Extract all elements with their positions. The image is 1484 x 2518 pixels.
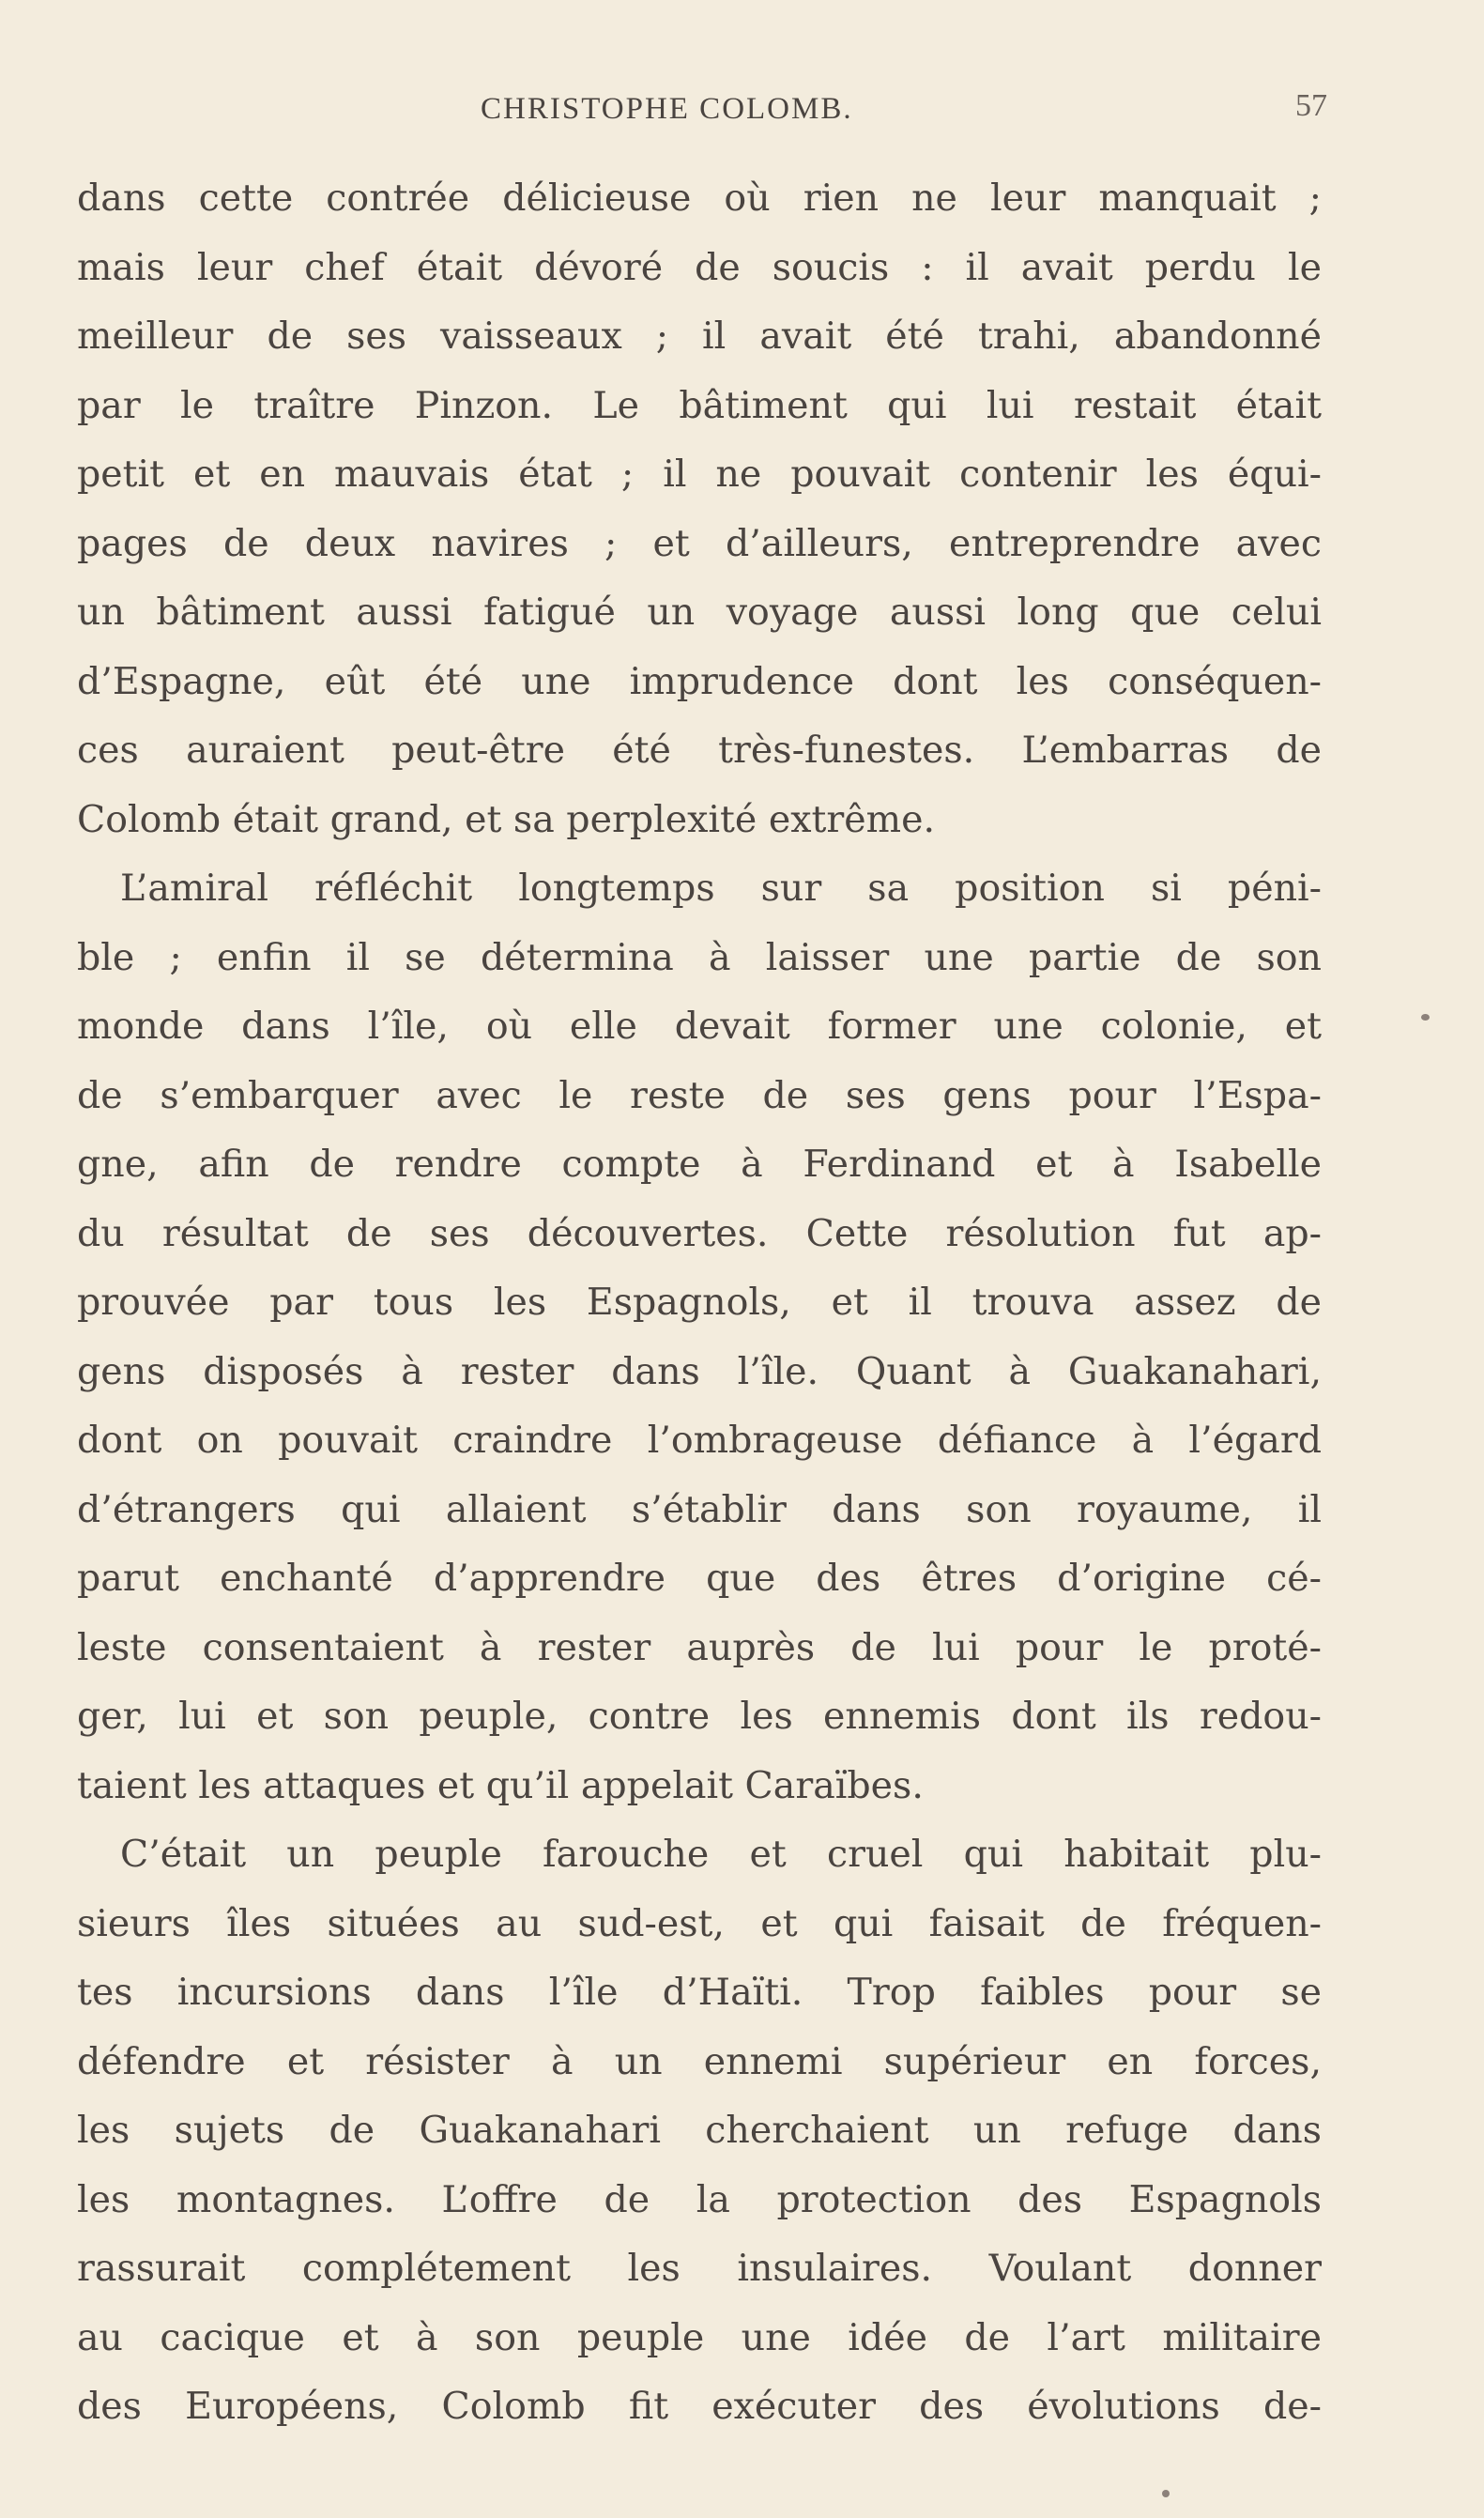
text-line: L’amiral réfléchit longtemps sur sa position si péni- xyxy=(120,867,1322,910)
text-line: gens disposés à rester dans l’île. Quant à Guakanahari, xyxy=(77,1349,1322,1393)
text-line: sieurs îles situées au sud-est, et qui faisait de fréquen- xyxy=(77,1901,1322,1945)
running-title: CHRISTOPHE COLOMB. xyxy=(481,92,853,126)
text-line: tes incursions dans l’île d’Haïti. Trop faibles pour se xyxy=(77,1971,1322,2014)
text-line: au cacique et à son peuple une idée de l’art militaire xyxy=(77,2315,1322,2359)
text-line: pages de deux navires ; et d’ailleurs, entreprendre avec xyxy=(77,521,1322,565)
text-line: taient les attaques et qu’il appelait Caraïbes. xyxy=(77,1763,924,1807)
text-line: les montagnes. L’offre de la protection des Espagnols xyxy=(77,2177,1322,2221)
page-number: 57 xyxy=(1295,88,1327,123)
body-text xyxy=(77,164,1322,2442)
text-line: par le traître Pinzon. Le bâtiment qui lui restait était xyxy=(77,383,1322,427)
paper-speck xyxy=(1162,2490,1170,2497)
text-line: ger, lui et son peuple, contre les ennemis dont ils redou- xyxy=(77,1695,1322,1738)
text-line: dans cette contrée délicieuse où rien ne leur manquait ; xyxy=(77,177,1322,220)
text-line: des Européens, Colomb fit exécuter des évolutions de- xyxy=(77,2385,1322,2428)
text-line: mais leur chef était dévoré de soucis : il avait perdu le xyxy=(77,245,1322,289)
text-line: d’Espagne, eût été une imprudence dont les conséquen- xyxy=(77,659,1322,703)
text-line: gne, afin de rendre compte à Ferdinand et à Isabelle xyxy=(77,1143,1322,1186)
text-line: dont on pouvait craindre l’ombrageuse défiance à l’égard xyxy=(77,1419,1322,1462)
text-line: défendre et résister à un ennemi supérieur en forces, xyxy=(77,2039,1322,2083)
text-line: d’étrangers qui allaient s’établir dans son royaume, il xyxy=(77,1487,1322,1531)
text-line: C’était un peuple farouche et cruel qui habitait plu- xyxy=(120,1833,1322,1876)
text-line: meilleur de ses vaisseaux ; il avait été trahi, abandonné xyxy=(77,315,1322,358)
text-line: de s’embarquer avec le reste de ses gens pour l’Espa- xyxy=(77,1073,1322,1117)
text-line: ble ; enfin il se détermina à laisser une partie de son xyxy=(77,935,1322,979)
text-line: ces auraient peut-être été très-funestes. L’embarras de xyxy=(77,729,1322,772)
paper-speck xyxy=(1421,1014,1430,1021)
text-line: leste consentaient à rester auprès de lui pour le proté- xyxy=(77,1625,1322,1669)
text-line: petit et en mauvais état ; il ne pouvait contenir les équi- xyxy=(77,453,1322,496)
text-line: du résultat de ses découvertes. Cette résolution fut ap- xyxy=(77,1211,1322,1255)
text-line: un bâtiment aussi fatigué un voyage aussi long que celui xyxy=(77,591,1322,634)
text-line: prouvée par tous les Espagnols, et il trouva assez de xyxy=(77,1281,1322,1324)
text-line: rassurait complétement les insulaires. Voulant donner xyxy=(77,2247,1322,2290)
text-line: monde dans l’île, où elle devait former une colonie, et xyxy=(77,1005,1322,1048)
text-line: Colomb était grand, et sa perplexité extrême. xyxy=(77,797,936,841)
text-line: les sujets de Guakanahari cherchaient un refuge dans xyxy=(77,2109,1322,2152)
text-line: parut enchanté d’apprendre que des êtres d’origine cé- xyxy=(77,1557,1322,1600)
